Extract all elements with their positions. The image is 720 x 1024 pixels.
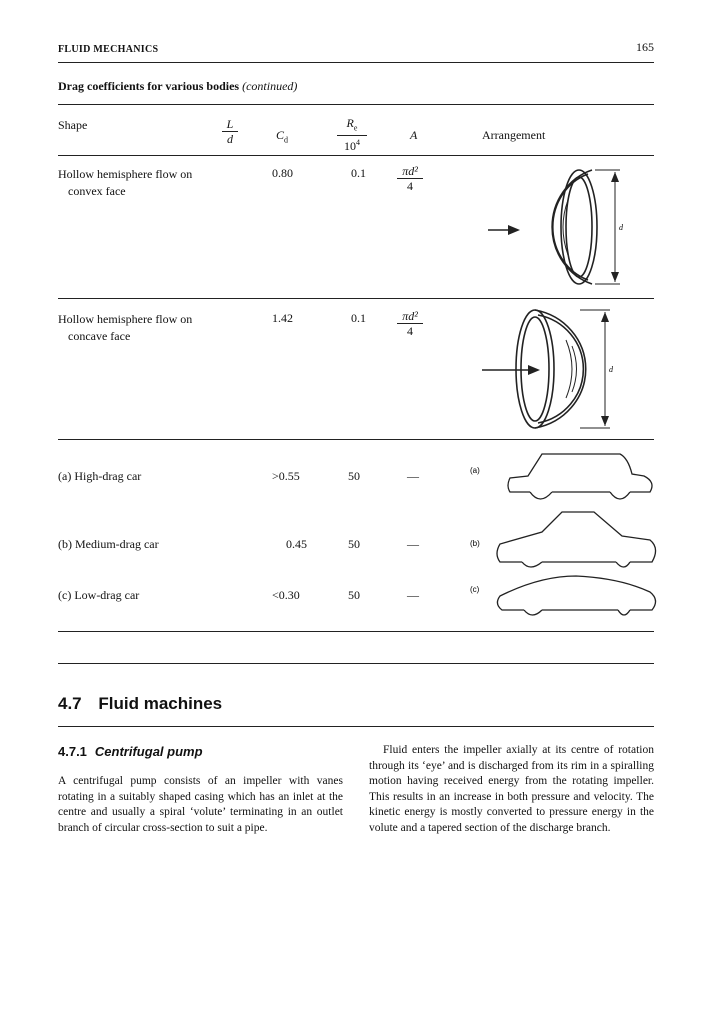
table-top-rule bbox=[58, 104, 654, 105]
row2-cd: 1.42 bbox=[272, 311, 293, 325]
section-rule bbox=[58, 726, 654, 727]
caption-italic: (continued) bbox=[242, 79, 298, 93]
car-b-cd: 0.45 bbox=[286, 537, 307, 551]
concave-flow-arrow bbox=[482, 365, 540, 375]
dim-arrow-bottom-icon bbox=[601, 416, 609, 426]
row2-a-num: πd² bbox=[397, 309, 423, 324]
header-re-sub: e bbox=[353, 123, 358, 133]
header-arrangement: Arrangement bbox=[482, 128, 546, 142]
row1-a bbox=[397, 164, 423, 193]
row1-shape-line1: Hollow hemisphere flow on bbox=[58, 167, 193, 181]
header-re bbox=[337, 116, 367, 153]
header-shape: Shape bbox=[58, 118, 88, 132]
car-a-fig-label: (a) bbox=[470, 466, 480, 475]
row1-shape bbox=[58, 166, 192, 200]
header-re-main: R bbox=[346, 116, 354, 130]
car-b-re: 50 bbox=[348, 537, 360, 551]
row2-shape bbox=[58, 311, 192, 345]
header-re-den-sup: 4 bbox=[356, 138, 360, 148]
header-cd-sub: d bbox=[284, 135, 289, 145]
row1-a-den: 4 bbox=[407, 179, 413, 193]
dim-arrow-top-icon bbox=[601, 312, 609, 322]
concave-hemisphere-figure bbox=[480, 302, 640, 432]
car-a-re: 50 bbox=[348, 469, 360, 483]
header-re-num bbox=[337, 116, 367, 136]
low-drag-car-figure bbox=[470, 570, 660, 620]
subsection-number: 4.7.1 bbox=[58, 744, 87, 759]
row1-shape-line2: convex face bbox=[68, 184, 126, 198]
page-number: 165 bbox=[636, 40, 654, 54]
car-b-label: (b) Medium-drag car bbox=[58, 537, 159, 551]
car-b-body bbox=[497, 512, 656, 562]
header-ld-num: L bbox=[222, 117, 238, 132]
section-heading bbox=[58, 694, 222, 714]
convex-hemisphere-shape bbox=[552, 170, 620, 284]
convex-flow-arrow bbox=[488, 225, 520, 235]
car-c-label: (c) Low-drag car bbox=[58, 588, 140, 602]
header-re-den bbox=[337, 136, 367, 153]
paragraph-left: A centrifugal pump consists of an impeller with vanes rotating in a suitably shaped casing which has an inlet at the centre and usually a spiral ‘volute’ terminating in an outlet branch of circular cross-section to suit a pipe. bbox=[58, 775, 343, 834]
row2-shape-line1: Hollow hemisphere flow on bbox=[58, 312, 193, 326]
header-rule bbox=[58, 62, 654, 63]
header-cd-main: C bbox=[276, 128, 285, 142]
header-ld-den: d bbox=[227, 132, 233, 146]
table-rule-1 bbox=[58, 631, 654, 632]
row1-rule bbox=[58, 298, 654, 299]
row1-cd: 0.80 bbox=[272, 166, 293, 180]
row2-shape-line2: concave face bbox=[68, 329, 131, 343]
paragraph-right: Fluid enters the impeller axially at its centre of rotation through its ‘eye’ and is discharged from its rim in a spiralling motion having received energy from the rotating impeller. This results in an increase in both pressure and velocity. The kinetic energy is mostly converted to pressure energy in the volute and a tapered section of the discharge branch. bbox=[369, 744, 654, 834]
car-b-wheels bbox=[522, 562, 630, 567]
car-a-a: — bbox=[407, 469, 419, 483]
dim-arrow-top-icon bbox=[611, 172, 619, 182]
car-b-a: — bbox=[407, 537, 419, 551]
car-a-body bbox=[508, 454, 652, 492]
header-a: A bbox=[410, 128, 418, 142]
subsection-heading bbox=[58, 744, 203, 759]
convex-hemisphere-figure bbox=[480, 160, 640, 290]
car-c-a: — bbox=[407, 588, 419, 602]
table-bottom-rule bbox=[58, 663, 654, 664]
section-number: 4.7 bbox=[58, 694, 82, 713]
medium-drag-car-figure bbox=[470, 506, 660, 570]
header-bottom-rule bbox=[58, 155, 654, 156]
car-a-wheels bbox=[530, 492, 630, 499]
table-caption bbox=[58, 79, 297, 94]
header-re-den-base: 10 bbox=[344, 139, 356, 154]
row2-a-den: 4 bbox=[407, 324, 413, 338]
subsection-title: Centrifugal pump bbox=[94, 744, 203, 759]
running-head: FLUID MECHANICS bbox=[58, 44, 159, 55]
convex-dim-label: d bbox=[619, 223, 623, 232]
car-a-label: (a) High-drag car bbox=[58, 469, 142, 483]
car-c-body bbox=[497, 576, 655, 610]
car-c-re: 50 bbox=[348, 588, 360, 602]
dim-arrow-bottom-icon bbox=[611, 272, 619, 282]
car-a-cd: >0.55 bbox=[272, 469, 300, 483]
high-drag-car-figure bbox=[470, 448, 660, 508]
row1-re: 0.1 bbox=[351, 166, 366, 180]
caption-bold: Drag coefficients for various bodies bbox=[58, 79, 240, 93]
concave-dim-label: d bbox=[609, 365, 613, 374]
header-ld bbox=[222, 117, 238, 146]
section-title: Fluid machines bbox=[98, 694, 223, 713]
car-c-fig-label: (c) bbox=[470, 585, 480, 594]
row1-a-num: πd² bbox=[397, 164, 423, 179]
car-b-fig-label: (b) bbox=[470, 539, 480, 548]
header-cd bbox=[276, 128, 288, 144]
car-c-cd: <0.30 bbox=[272, 588, 300, 602]
row2-rule bbox=[58, 439, 654, 440]
car-c-wheels bbox=[524, 610, 630, 615]
row2-re: 0.1 bbox=[351, 311, 366, 325]
row2-a bbox=[397, 309, 423, 338]
